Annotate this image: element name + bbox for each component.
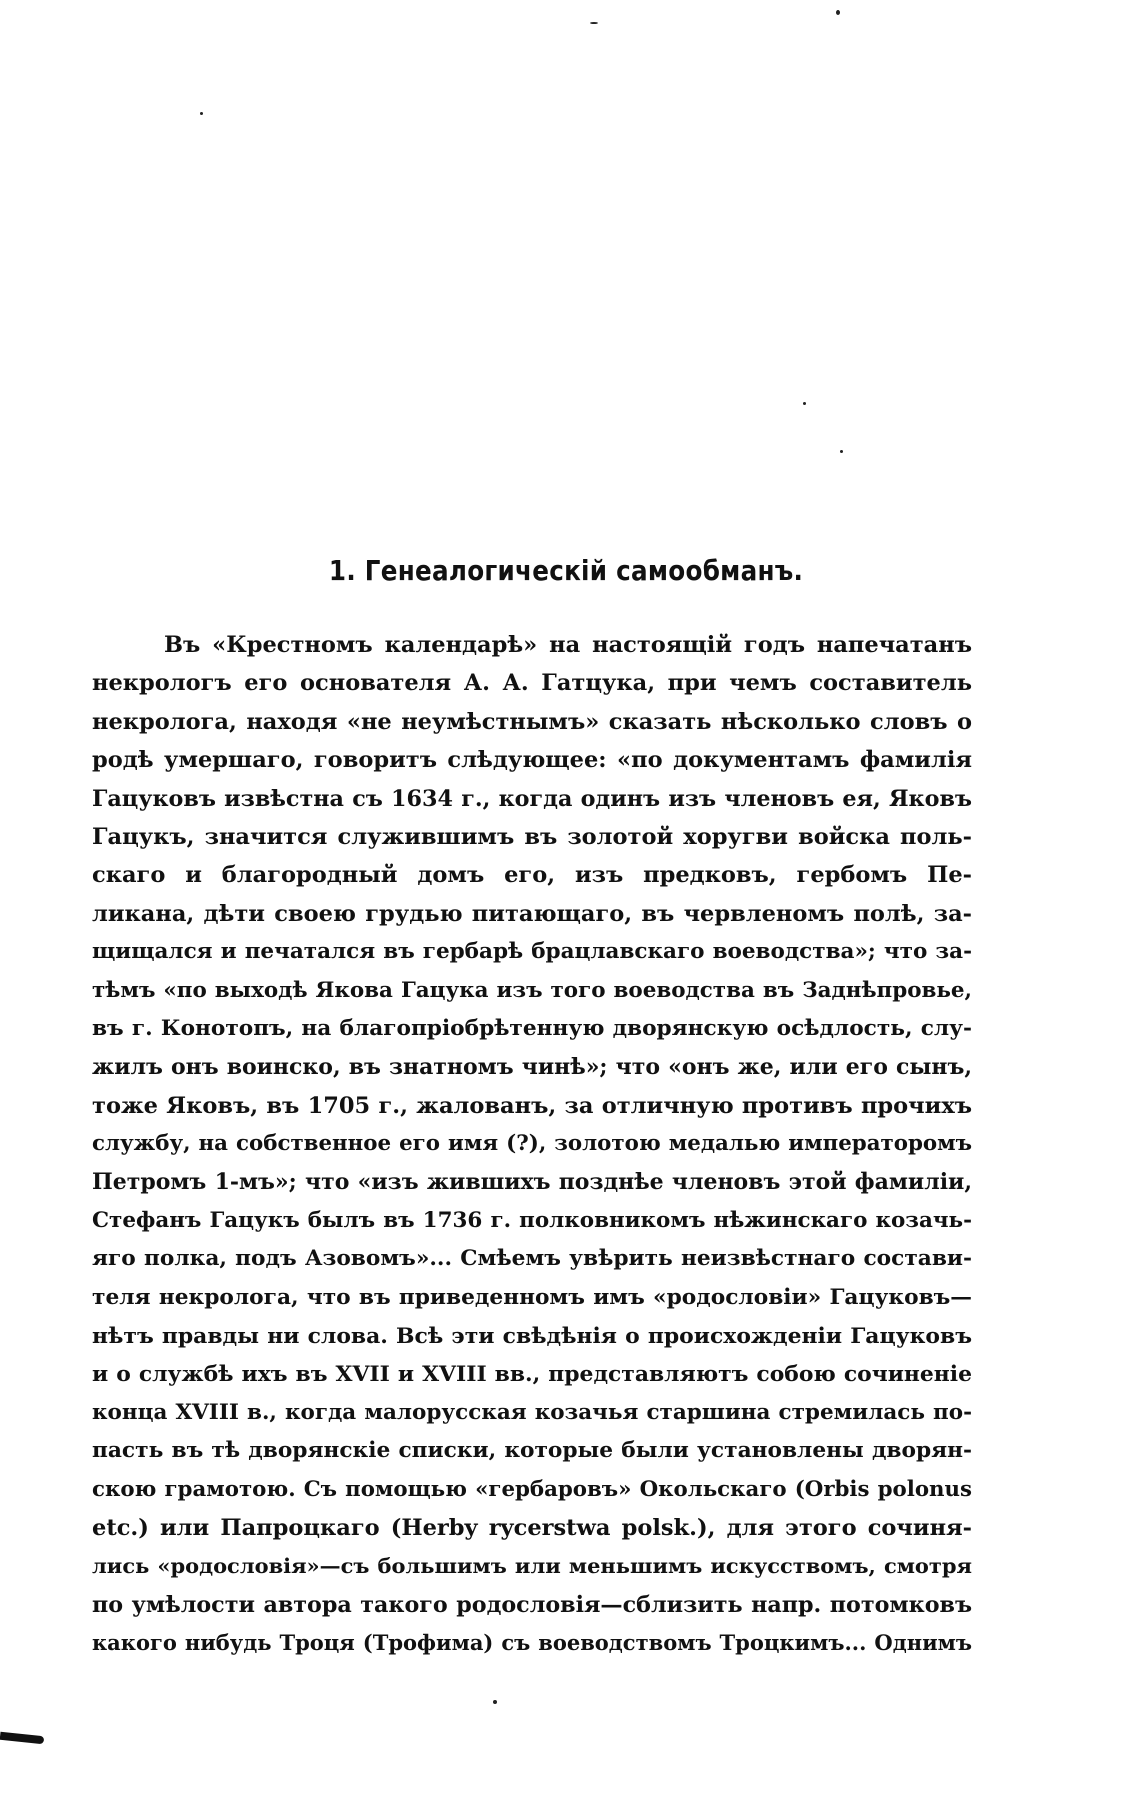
text-line: родѣ умершаго, говоритъ слѣдующее: «по документамъ фамилія xyxy=(92,747,972,774)
scan-speck xyxy=(803,402,806,405)
text-line: въ г. Конотопъ, на благопріобрѣтенную дворянскую осѣдлость, слу- xyxy=(92,1015,972,1041)
text-line: пасть въ тѣ дворянскіе списки, которые были установлены дворян- xyxy=(92,1438,972,1464)
text-line: тоже Яковъ, въ 1705 г., жалованъ, за отличную противъ прочихъ xyxy=(92,1092,972,1119)
scan-speck xyxy=(200,112,203,115)
page-title: 1. Генеалогическій самообманъ. xyxy=(328,554,804,587)
text-line: нѣтъ правды ни слова. Всѣ эти свѣдѣнія о происхожденіи Гацуковъ xyxy=(92,1323,972,1350)
scan-speck xyxy=(493,1700,497,1704)
text-line: etc.) или Папроцкаго (Herby rycerstwa polsk.), для этого сочиня- xyxy=(92,1514,972,1541)
text-line: скаго и благородный домъ его, изъ предковъ, гербомъ Пе- xyxy=(92,862,972,889)
text-line: некрологъ его основателя А. А. Гатцука, при чемъ составитель xyxy=(92,670,972,697)
text-line: жилъ онъ воинско, въ знатномъ чинѣ»; что «онъ же, или его сынъ, xyxy=(92,1054,972,1081)
scan-speck xyxy=(836,10,840,15)
text-line: Гацукъ, значится служившимъ въ золотой хоругви войска поль- xyxy=(92,823,972,850)
text-line: щищался и печатался въ гербарѣ брацлавскаго воеводства»; что за- xyxy=(92,939,972,965)
text-line: и о службѣ ихъ въ XVII и XVIII вв., представляютъ собою сочиненіе xyxy=(92,1361,972,1388)
scan-speck xyxy=(840,450,843,453)
text-line: Стефанъ Гацукъ былъ въ 1736 г. полковникомъ нѣжинскаго козачь- xyxy=(92,1207,972,1233)
text-line: Петромъ 1-мъ»; что «изъ жившихъ позднѣе членовъ этой фамиліи, xyxy=(92,1169,972,1196)
text-line: службу, на собственное его имя (?), золотою медалью императоромъ xyxy=(92,1131,972,1157)
text-line: конца XVIII в., когда малорусская козачья старшина стремилась по- xyxy=(92,1399,972,1425)
text-line: теля некролога, что въ приведенномъ имъ «родословіи» Гацуковъ— xyxy=(92,1284,972,1310)
text-line: скою грамотою. Съ помощью «гербаровъ» Окольскаго (Orbis polonus xyxy=(92,1476,972,1502)
text-line: ликана, дѣти своею грудью питающаго, въ червленомъ полѣ, за- xyxy=(92,900,972,927)
text-line: некролога, находя «не неумѣстнымъ» сказать нѣсколько словъ о xyxy=(92,708,972,735)
body-text xyxy=(92,626,972,1663)
text-line: какого нибудь Троця (Трофима) съ воеводствомъ Троцкимъ... Однимъ xyxy=(92,1630,972,1656)
scan-edge-mark xyxy=(0,1732,44,1745)
text-line: тѣмъ «по выходѣ Якова Гацука изъ того воеводства въ Заднѣпровье, xyxy=(92,977,972,1003)
scan-speck xyxy=(590,22,598,24)
text-line: яго полка, подъ Азовомъ»... Смѣемъ увѣрить неизвѣстнаго состави- xyxy=(92,1246,972,1272)
text-line: Въ «Крестномъ календарѣ» на настоящій годъ напечатанъ xyxy=(164,632,972,658)
text-line: Гацуковъ извѣстна съ 1634 г., когда одинъ изъ членовъ ея, Яковъ xyxy=(92,785,972,812)
text-line: по умѣлости автора такого родословія—сблизить напр. потомковъ xyxy=(92,1591,972,1618)
text-line: лись «родословія»—съ большимъ или меньшимъ искусствомъ, смотря xyxy=(92,1553,972,1579)
